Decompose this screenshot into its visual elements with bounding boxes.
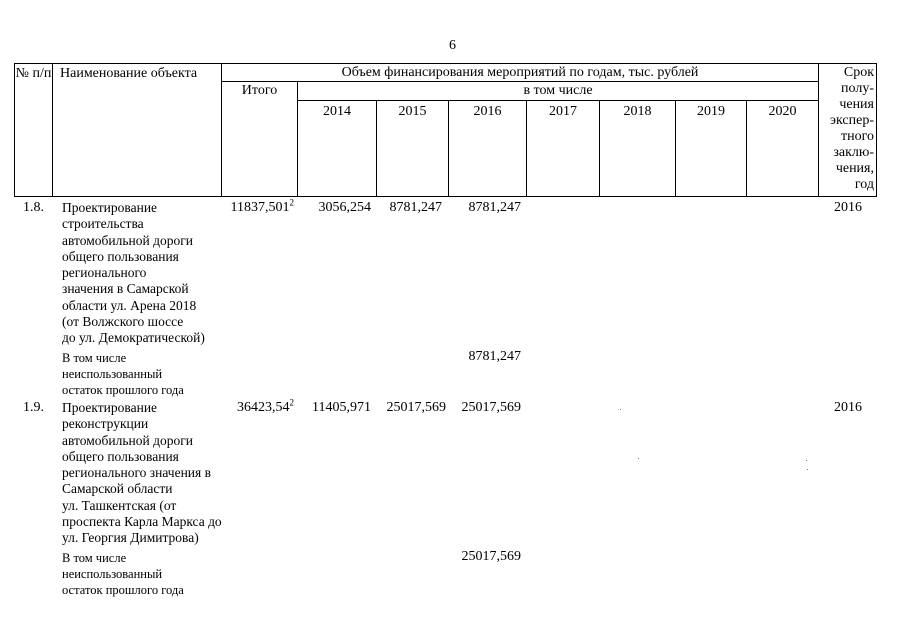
row-num: 1.9. (23, 400, 44, 415)
header-total: Итого (241, 83, 278, 98)
scan-speck (638, 458, 639, 459)
header-year-2019: 2019 (697, 104, 725, 119)
row-deadline: 2016 (834, 200, 862, 215)
header-year-2017: 2017 (549, 104, 577, 119)
row-name: Проектирование реконструкции автомобильной дороги общего пользования регионального значения в Самарской области ул. Ташкентская (от проспекта Карла Маркса до ул. Георгия Димитрова) (62, 400, 222, 546)
scan-speck (807, 469, 808, 470)
header-year-2015: 2015 (398, 104, 427, 119)
header-year-2018: 2018 (623, 104, 652, 119)
header-including: в том числе (523, 83, 593, 98)
header-volume: Объем финансирования мероприятий по годам, тыс. рублей (341, 65, 699, 80)
row-value-2016: 25017,569 (461, 400, 521, 415)
row-value-2014: 3056,254 (318, 200, 371, 215)
row-sub-value-2016: 25017,569 (461, 549, 521, 564)
row-value-2015: 8781,247 (389, 200, 442, 215)
header-year-2016: 2016 (473, 104, 502, 119)
row-deadline: 2016 (834, 400, 862, 415)
row-num: 1.8. (23, 200, 44, 215)
row-total: 11837,501$^2$ (230, 197, 294, 215)
header-year-2014: 2014 (323, 104, 351, 119)
row-sub-label: В том числе неиспользованный остаток прошлого года (62, 551, 184, 597)
row-sub-label: В том числе неиспользованный остаток прошлого года (62, 351, 184, 397)
row-total: 36423,54$^2$ (237, 397, 294, 415)
header-name: Наименование объекта (60, 66, 198, 81)
header-year-2020: 2020 (768, 104, 797, 119)
scan-speck (620, 409, 621, 410)
row-sub-value-2016: 8781,247 (468, 349, 521, 364)
row-name: Проектирование строительства автомобильной дороги общего пользования регионального значения в Самарской области ул. Арена 2018 (от Волжского шоссе до ул. Демократической) (62, 200, 205, 346)
header-num: № п/п (15, 66, 52, 81)
scan-speck (806, 460, 807, 461)
row-value-2015: 25017,569 (386, 400, 446, 415)
row-value-2016: 8781,247 (468, 200, 521, 215)
row-value-2014: 11405,971 (312, 400, 371, 415)
page-number: 6 (449, 38, 456, 53)
